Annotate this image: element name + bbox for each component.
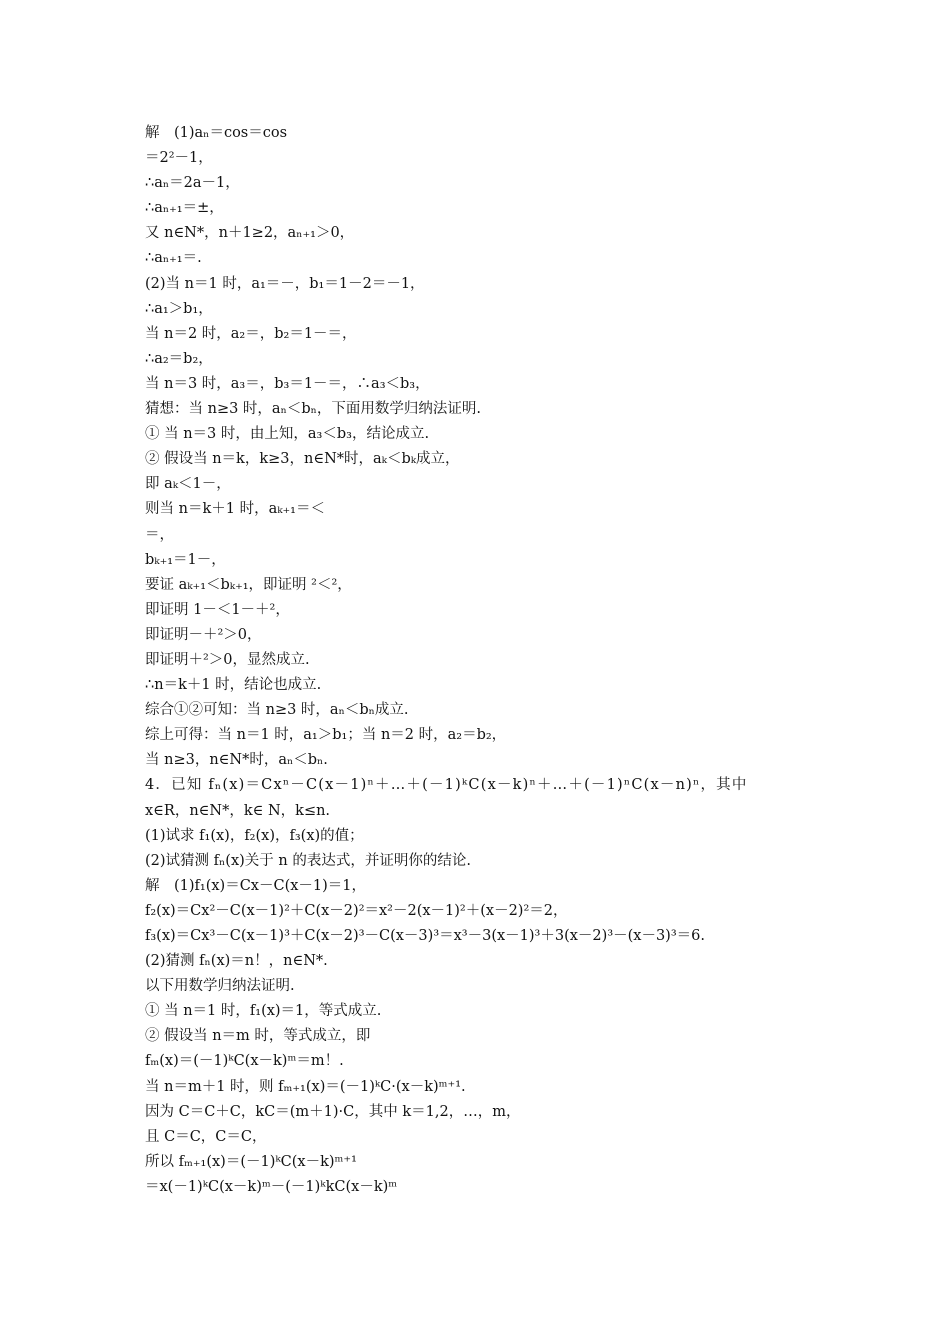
text-line: 当 n＝m＋1 时，则 fₘ₊₁(x)＝(－1)ᵏC·(x－k)ᵐ⁺¹.: [145, 1078, 466, 1095]
text-line: 所以 fₘ₊₁(x)＝(－1)ᵏC(x－k)ᵐ⁺¹: [145, 1153, 357, 1170]
text-line: ∴a₁＞b₁，: [145, 300, 213, 317]
text-line: 解 (1)aₙ＝cos＝cos: [145, 125, 288, 141]
text-line: 当 n≥3，n∈N*时，aₙ＜bₙ.: [145, 752, 328, 769]
text-line: 则当 n＝k＋1 时，aₖ₊₁＝＜: [145, 501, 325, 518]
text-line: 即证明 1－＜1－＋²，: [145, 601, 290, 618]
text-line: ＝x(－1)ᵏC(x－k)ᵐ－(－1)ᵏkC(x－k)ᵐ: [145, 1178, 398, 1195]
text-line: 猜想：当 n≥3 时，aₙ＜bₙ，下面用数学归纳法证明.: [145, 401, 482, 418]
text-line: 以下用数学归纳法证明.: [145, 978, 295, 995]
text-line: 综上可得：当 n＝1 时，a₁＞b₁；当 n＝2 时，a₂＝b₂，: [145, 727, 507, 744]
text-line: 要证 aₖ₊₁＜bₖ₊₁，即证明 ²＜²，: [145, 576, 352, 593]
text-line: ∴aₙ₊₁＝.: [145, 250, 202, 267]
text-line: f₃(x)＝Cx³－C(x－1)³＋C(x－2)³－C(x－3)³＝x³－3(x－1)³＋3(x－2)³－(x－3)³＝6.: [145, 928, 705, 944]
text-line: ② 假设当 n＝k，k≥3，n∈N*时，aₖ＜bₖ成立，: [145, 451, 460, 468]
text-line: fₘ(x)＝(－1)ᵏC(x－k)ᵐ＝m！.: [145, 1053, 344, 1070]
text-line: (1)试求 f₁(x)，f₂(x)，f₃(x)的值；: [145, 827, 364, 844]
text-line: 4．已知 fₙ(x)＝Cxⁿ－C(x－1)ⁿ＋…＋(－1)ᵏC(x－k)ⁿ＋…＋(－1)ⁿC(x－n)ⁿ，其中: [145, 777, 748, 794]
text-line: 即证明－＋²＞0，: [145, 626, 262, 643]
text-line: ∴aₙ＝2a－1，: [145, 175, 240, 192]
text-line: 又 n∈N*，n＋1≥2，aₙ₊₁＞0，: [145, 225, 355, 242]
text-line: x∈R，n∈N*，k∈ N，k≤n.: [145, 802, 331, 819]
text-line: 解 (1)f₁(x)＝Cx－C(x－1)＝1，: [145, 877, 367, 894]
text-line: (2)猜测 fₙ(x)＝n！，n∈N*.: [145, 953, 328, 970]
text-line: ＝2²－1，: [145, 150, 213, 167]
text-line: ① 当 n＝3 时，由上知，a₃＜b₃，结论成立.: [145, 426, 430, 443]
text-line: 当 n＝2 时，a₂＝，b₂＝1－＝，: [145, 325, 357, 342]
text-line: 因为 C＝C＋C，kC＝(m＋1)·C，其中 k＝1,2，…，m，: [145, 1103, 521, 1120]
text-line: ＝，: [145, 526, 174, 543]
text-line: bₖ₊₁＝1－，: [145, 551, 226, 568]
text-line: ① 当 n＝1 时，f₁(x)＝1，等式成立.: [145, 1003, 382, 1020]
text-line: f₂(x)＝Cx²－C(x－1)²＋C(x－2)²＝x²－2(x－1)²＋(x－2)²＝2，: [145, 902, 568, 919]
text-line: (2)试猜测 fₙ(x)关于 n 的表达式，并证明你的结论.: [145, 852, 471, 869]
text-line: 即 aₖ＜1－，: [145, 476, 231, 493]
text-line: 综合①②可知：当 n≥3 时，aₙ＜bₙ成立.: [145, 702, 409, 719]
text-line: (2)当 n＝1 时，a₁＝－，b₁＝1－2＝－1，: [145, 275, 425, 292]
text-line: ② 假设当 n＝m 时，等式成立，即: [145, 1028, 371, 1045]
solution-text: [145, 121, 815, 1200]
text-line: ∴n＝k＋1 时，结论也成立.: [145, 677, 322, 694]
text-line: 即证明＋²＞0，显然成立.: [145, 651, 310, 668]
text-line: ∴aₙ₊₁＝±，: [145, 200, 224, 217]
text-line: 当 n＝3 时，a₃＝，b₃＝1－＝，∴a₃＜b₃，: [145, 375, 430, 392]
text-line: 且 C＝C，C＝C，: [145, 1128, 267, 1145]
text-line: ∴a₂＝b₂，: [145, 350, 213, 367]
